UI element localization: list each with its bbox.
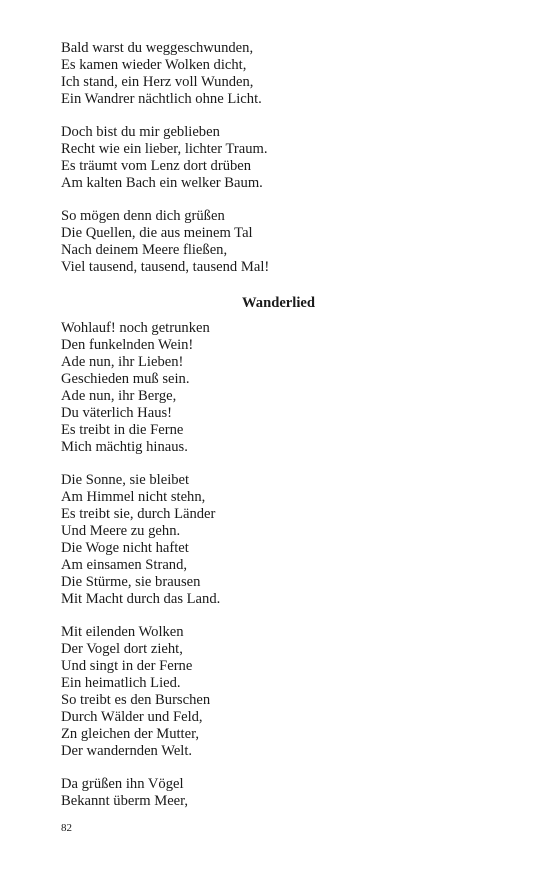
poem-line: Geschieden muß sein. <box>61 371 190 387</box>
poem-line: Die Stürme, sie brausen <box>61 574 201 590</box>
poem-line: Den funkelnden Wein! <box>61 337 194 353</box>
poem-line: Bekannt überm Meer, <box>61 793 189 809</box>
poem-line: Am einsamen Strand, <box>61 557 188 573</box>
poem-line: Viel tausend, tausend, tausend Mal! <box>61 259 270 275</box>
poem-line: Und Meere zu gehn. <box>61 523 181 539</box>
poem-line: Ich stand, ein Herz voll Wunden, <box>61 74 254 90</box>
stanza-gap <box>61 608 491 624</box>
poem-line: Die Quellen, die aus meinem Tal <box>61 225 253 241</box>
stanza <box>61 40 491 108</box>
poem-line: Wohlauf! noch getrunken <box>61 320 210 336</box>
stanza <box>61 320 491 456</box>
poem-line: Da grüßen ihn Vögel <box>61 776 184 792</box>
poem-line: Zn gleichen der Mutter, <box>61 726 200 742</box>
poem-line: Die Sonne, sie bleibet <box>61 472 190 488</box>
poem-end <box>61 40 491 276</box>
stanza-gap <box>61 108 491 124</box>
poem-line: Ein heimatlich Lied. <box>61 675 181 691</box>
poem-line: Ade nun, ihr Berge, <box>61 388 177 404</box>
poem-line: Die Woge nicht haftet <box>61 540 189 556</box>
poem-title-row <box>61 294 491 312</box>
poem-line: Du väterlich Haus! <box>61 405 173 421</box>
stanza-gap <box>61 760 491 776</box>
poem-line: Mit eilenden Wolken <box>61 624 184 640</box>
poem-line: Ade nun, ihr Lieben! <box>61 354 184 370</box>
poem-line: Der Vogel dort zieht, <box>61 641 183 657</box>
stanza <box>61 472 491 608</box>
poem-line: Nach deinem Meere fließen, <box>61 242 228 258</box>
page-content <box>61 40 491 810</box>
poem-line: So mögen denn dich grüßen <box>61 208 225 224</box>
poem-line: Und singt in der Ferne <box>61 658 193 674</box>
poem-line: Am kalten Bach ein welker Baum. <box>61 175 263 191</box>
poem-line: Doch bist du mir geblieben <box>61 124 220 140</box>
poem-line: Der wandernden Welt. <box>61 743 193 759</box>
poem-line: Durch Wälder und Feld, <box>61 709 203 725</box>
stanza-gap <box>61 192 491 208</box>
poem-line: Es träumt vom Lenz dort drüben <box>61 158 252 174</box>
poem-line: Recht wie ein lieber, lichter Traum. <box>61 141 268 157</box>
poem-line: Es treibt in die Ferne <box>61 422 184 438</box>
poem-line: Am Himmel nicht stehn, <box>61 489 206 505</box>
stanza-gap <box>61 456 491 472</box>
poem-line: Es treibt sie, durch Länder <box>61 506 216 522</box>
stanza <box>61 624 491 760</box>
stanza <box>61 776 491 810</box>
page-number: 82 <box>61 822 72 834</box>
poem-line: Mit Macht durch das Land. <box>61 591 221 607</box>
poem-line: So treibt es den Burschen <box>61 692 211 708</box>
stanza <box>61 124 491 192</box>
poem-title: Wanderlied <box>242 295 315 311</box>
poem-line: Bald warst du weggeschwunden, <box>61 40 254 56</box>
poem-line: Mich mächtig hinaus. <box>61 439 188 455</box>
poem-line: Es kamen wieder Wolken dicht, <box>61 57 247 73</box>
stanza <box>61 208 491 276</box>
poem-line: Ein Wandrer nächtlich ohne Licht. <box>61 91 262 107</box>
poem-wanderlied <box>61 320 491 810</box>
